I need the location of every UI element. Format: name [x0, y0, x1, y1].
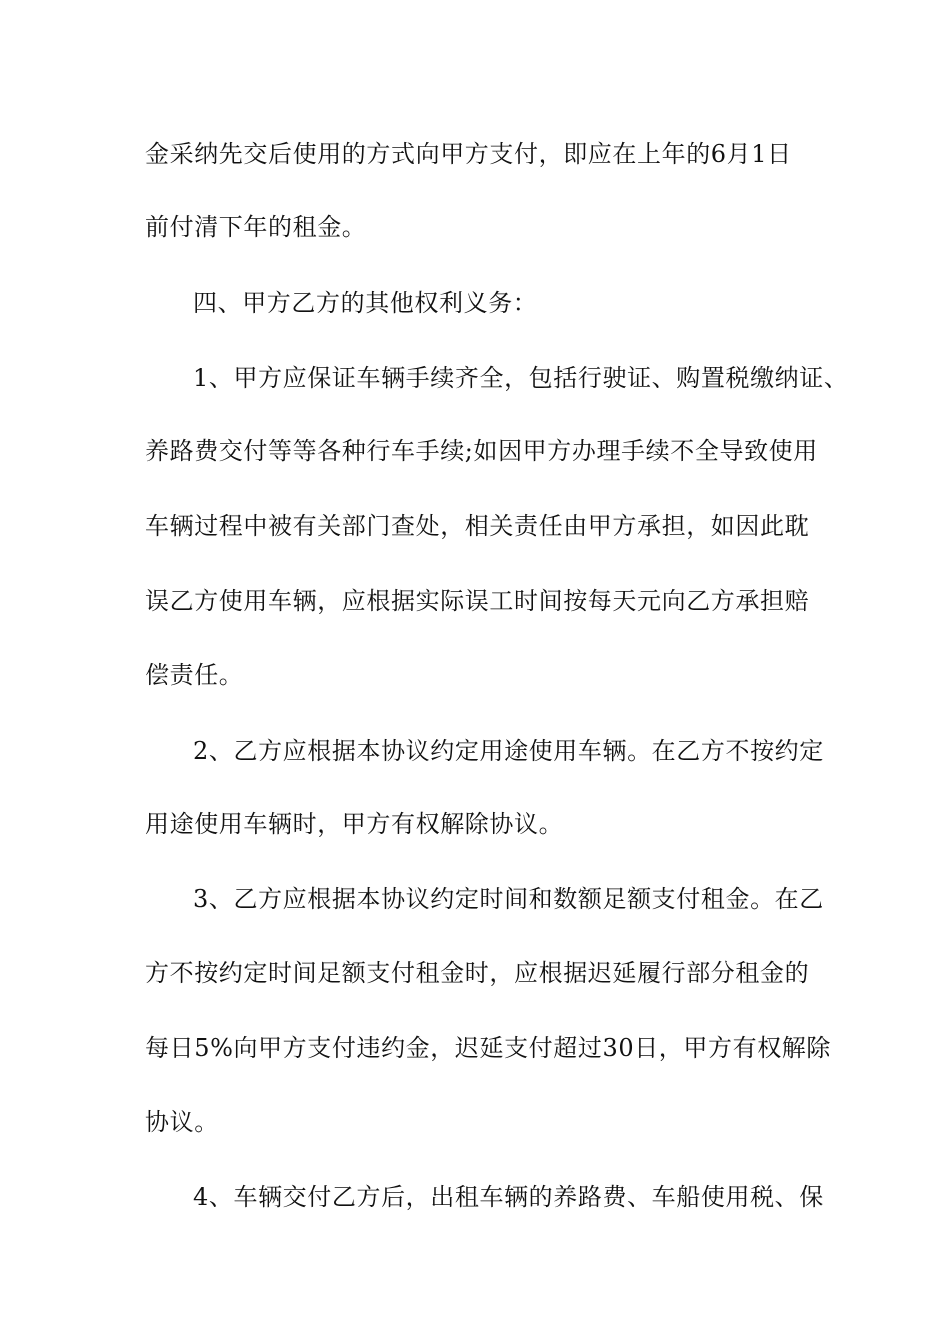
text-line: 前付清下年的租金。 [145, 213, 367, 241]
text-line: 养路费交付等等各种行车手续;如因甲方办理手续不全导致使用 [145, 437, 818, 465]
text-line: 4、车辆交付乙方后，出租车辆的养路费、车船使用税、保 [193, 1183, 824, 1211]
text-line: 金采纳先交后使用的方式向甲方支付，即应在上年的6月1日 [145, 140, 792, 168]
text-line: 误乙方使用车辆，应根据实际误工时间按每天元向乙方承担赔 [145, 587, 810, 615]
text-line: 车辆过程中被有关部门查处，相关责任由甲方承担，如因此耽 [145, 512, 810, 540]
text-line: 2、乙方应根据本协议约定用途使用车辆。在乙方不按约定 [193, 737, 824, 765]
text-line: 偿责任。 [145, 661, 244, 689]
text-line: 方不按约定时间足额支付租金时，应根据迟延履行部分租金的 [145, 959, 810, 987]
section-heading: 四、甲方乙方的其他权利义务： [193, 289, 538, 317]
text-line: 协议。 [145, 1108, 219, 1136]
text-line: 用途使用车辆时，甲方有权解除协议。 [145, 810, 564, 838]
text-line: 1、甲方应保证车辆手续齐全，包括行驶证、购置税缴纳证、 [193, 364, 849, 392]
text-line: 3、乙方应根据本协议约定时间和数额足额支付租金。在乙 [193, 885, 824, 913]
text-line: 每日5%向甲方支付违约金，迟延支付超过30日，甲方有权解除 [145, 1034, 832, 1062]
